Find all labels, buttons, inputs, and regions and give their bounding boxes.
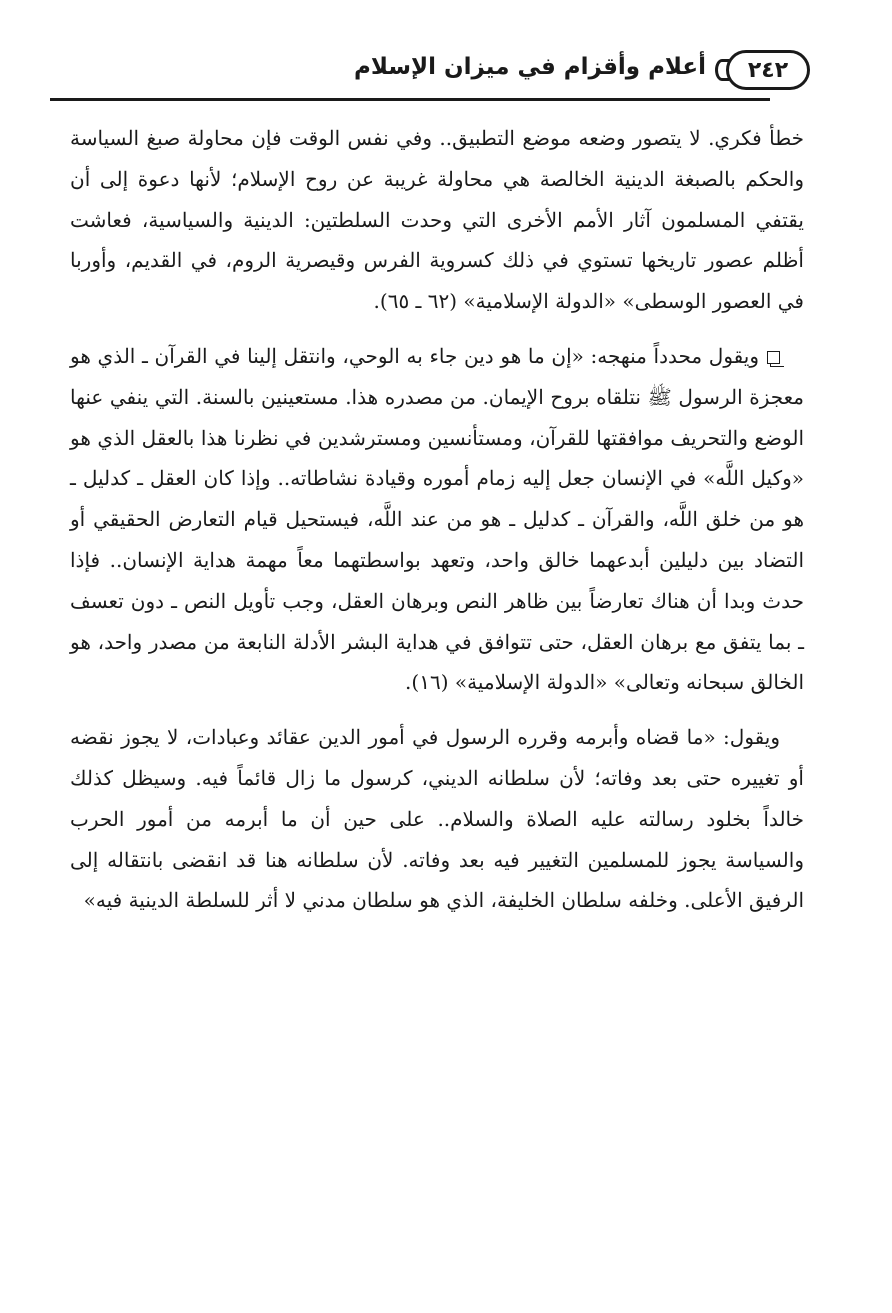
paragraph-3 <box>70 717 804 921</box>
running-header <box>50 40 810 104</box>
paragraph-text: ويقول محدداً منهجه: «إن ما هو دين جاء به الوحي، وانتقل إلينا في القرآن ـ الذي هو معجزة الرسول ﷺ نتلقاه بروح الإيمان. من مصدره هذا. مستعينين بالسنة. التي ينفي عنها الوضع والتحريف موافقتها للقرآن، ومستأنسين ومسترشدين في نظرنا هذا بالعقل الذي هو «وكيل اللَّه» في الإنسان جعل إليه زمام أموره وقيادة نشاطاته.. وإذا كان العقل ـ كدليل ـ هو من خلق اللَّه، والقرآن ـ كدليل ـ هو من عند اللَّه، فيستحيل قيام التعارض الحقيقي أو التضاد بين دليلين أبدعهما خالق واحد، وتعهد بواسطتهما معاً مهمة هداية الإنسان.. فإذا حدث وبدا أن هناك تعارضاً بين ظاهر النص وبرهان العقل، وجب تأويل النص ـ دون تعسف ـ بما يتفق مع برهان العقل، حتى تتوافق في هداية البشر الأدلة النابعة من مصدر واحد، هو الخالق سبحانه وتعالى» «الدولة الإسلامية» (١٦). <box>70 343 804 695</box>
paragraph-1 <box>70 118 804 322</box>
page-number: ٢٤٢ <box>726 50 810 90</box>
paragraph-text: خطأ فكري. لا يتصور وضعه موضع التطبيق.. وفي نفس الوقت فإن محاولة صبغ السياسة والحكم بالصبغة الدينية الخالصة هي محاولة غريبة عن روح الإسلام؛ لأنها دعوة إلى أن يقتفي المسلمون آثار الأمم الأخرى التي وحدت السلطتين: الدينية والسياسية، فعاشت أظلم عصور تاريخها تستوي في ذلك كسروية الفرس وقيصرية الروم، في القديم، وأوربا في العصور الوسطى» «الدولة الإسلامية» (٦٢ ـ ٦٥). <box>70 126 804 314</box>
header-rule <box>50 98 770 101</box>
body-text <box>70 118 804 921</box>
running-title: أعلام وأقزام في ميزان الإسلام <box>354 54 706 80</box>
section-marker-icon <box>767 351 780 364</box>
paragraph-2 <box>70 336 804 703</box>
paragraph-text: ويقول: «ما قضاه وأبرمه وقرره الرسول في أمور الدين عقائد وعبادات، لا يجوز نقضه أو تغييره حتى بعد وفاته؛ لأن سلطانه الديني، كرسول ما زال قائماً فيه. وسيظل كذلك خالداً بخلود رسالته عليه الصلاة والسلام.. على حين أن ما أبرمه من أمور الحرب والسياسة يجوز للمسلمين التغيير فيه بعد وفاته. لأن سلطانه هنا قد انقضى بانتقاله إلى الرفيق الأعلى. وخلفه سلطان الخليفة، الذي هو سلطان مدني لا أثر للسلطة الدينية فيه» <box>70 725 804 913</box>
